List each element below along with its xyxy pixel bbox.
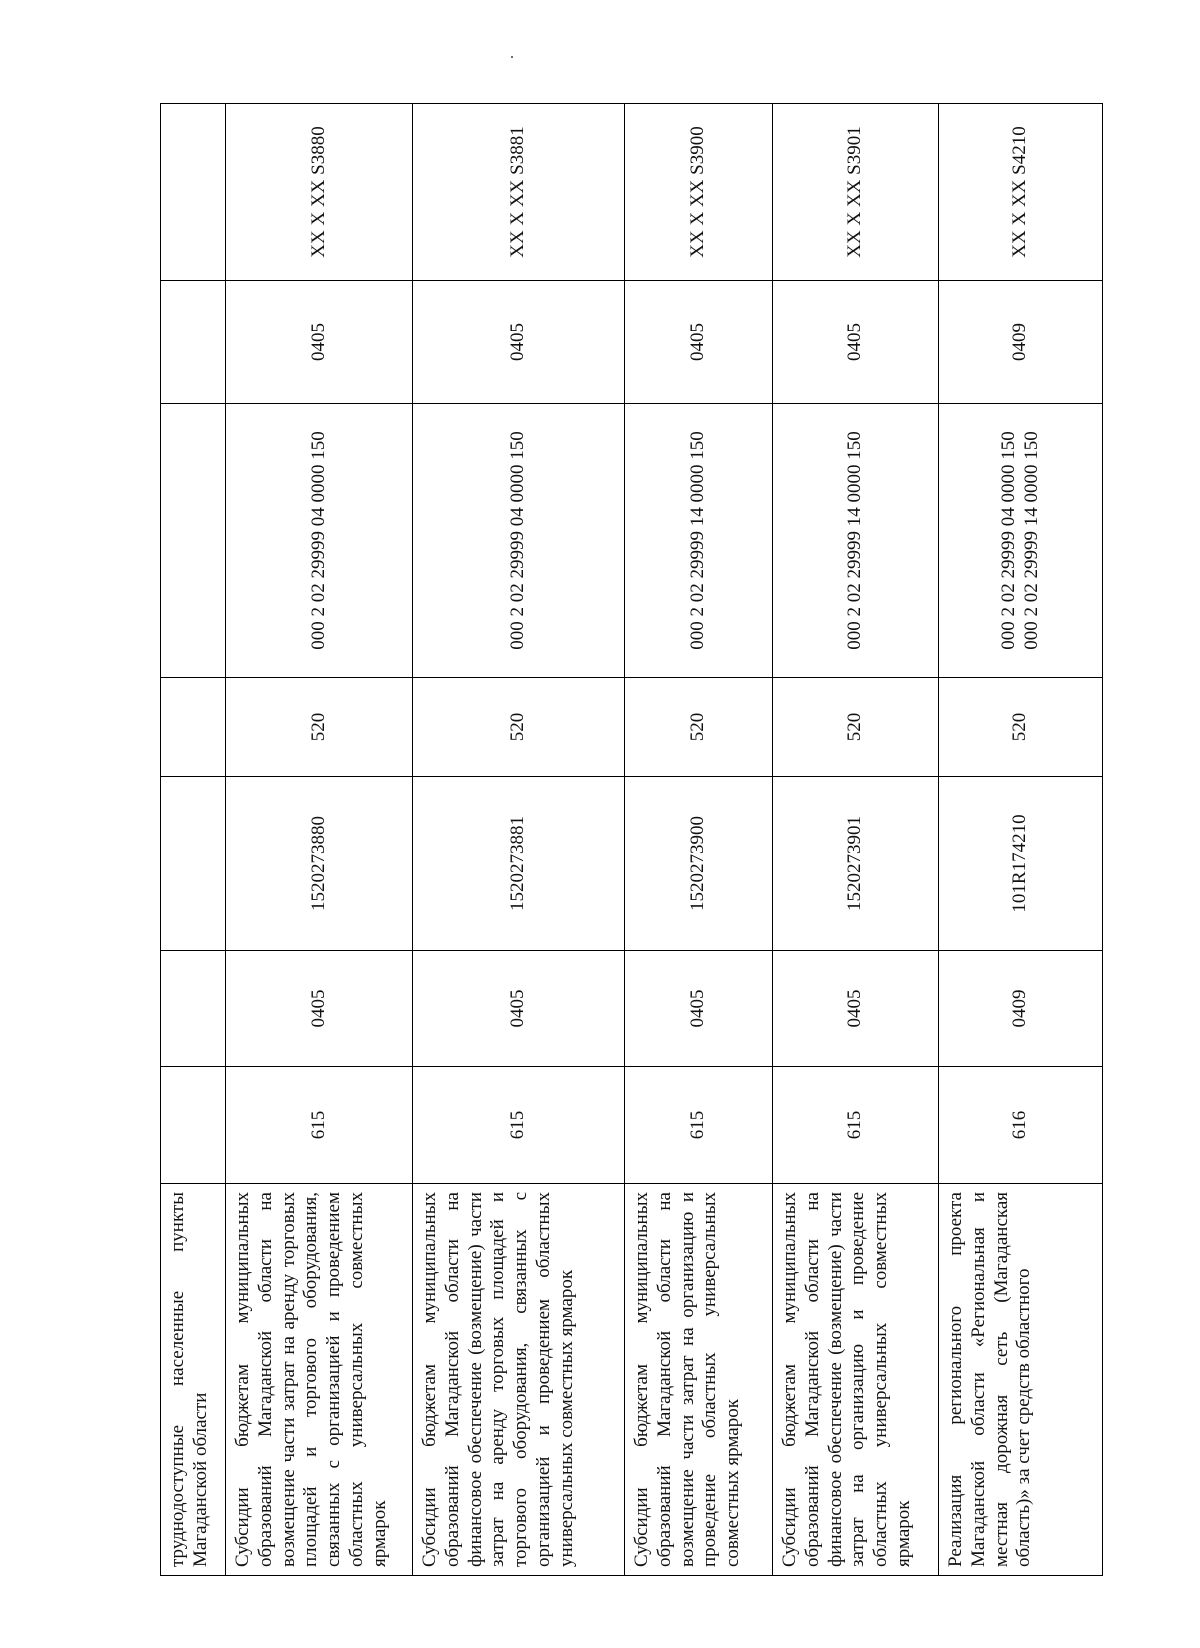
code-cell: 616: [939, 1067, 1103, 1184]
income-code-cell: [625, 404, 773, 678]
budget-classification-table: [160, 103, 1103, 1576]
code-cell: 615: [226, 1067, 413, 1184]
description-cell: труднодоступные населенные пункты Магаданской области: [161, 1184, 226, 1576]
expense-type-cell: 520: [939, 678, 1103, 777]
subsection-cell: 0405: [413, 281, 625, 404]
description-cell: Субсидии бюджетам муниципальных образований Магаданской области на финансовое обеспечение (возмещение) части затрат на организацию и проведение областных универсальных совместных ярмарок: [773, 1184, 939, 1576]
subsection-cell: 0405: [226, 281, 413, 404]
table-row: [226, 104, 413, 1576]
target-article-cell: 1520273880: [226, 777, 413, 951]
income-code-cell: [161, 404, 226, 678]
code-cell: 615: [773, 1067, 939, 1184]
income-code-line: 000 2 02 29999 14 0000 150: [1020, 431, 1042, 650]
table-row: [161, 104, 226, 1576]
table-body: [161, 104, 1103, 1576]
subsection-cell: [161, 281, 226, 404]
expense-type-cell: [161, 678, 226, 777]
code-cell: 615: [625, 1067, 773, 1184]
local-code-cell: XX X XX S3900: [625, 104, 773, 281]
income-code-line: 000 2 02 29999 14 0000 150: [844, 431, 866, 650]
code-cell: 615: [413, 1067, 625, 1184]
local-code-cell: XX X XX S4210: [939, 104, 1103, 281]
table-row: [773, 104, 939, 1576]
target-article-cell: 101R174210: [939, 777, 1103, 951]
target-article-cell: 1520273900: [625, 777, 773, 951]
income-code-cell: [939, 404, 1103, 678]
local-code-cell: XX X XX S3880: [226, 104, 413, 281]
expense-type-cell: 520: [625, 678, 773, 777]
income-code-line: 000 2 02 29999 14 0000 150: [687, 431, 709, 650]
section-cell: 0409: [939, 951, 1103, 1067]
description-cell: Реализация регионального проекта Магаданской области «Региональная и местная дорожная сеть (Магаданская область)» за счет средств областного: [939, 1184, 1103, 1576]
code-cell: [161, 1067, 226, 1184]
scan-speck: [511, 56, 513, 58]
description-cell: Субсидии бюджетам муниципальных образований Магаданской области на возмещение части затрат на организацию и проведение областных универсальных совместных ярмарок: [625, 1184, 773, 1576]
section-cell: [161, 951, 226, 1067]
target-article-cell: 1520273881: [413, 777, 625, 951]
description-cell: Субсидии бюджетам муниципальных образований Магаданской области на возмещение части затрат на аренду торговых площадей и торгового оборудования, связанных с организацией и проведением областных универсальных совместных ярмарок: [226, 1184, 413, 1576]
subsection-cell: 0409: [939, 281, 1103, 404]
section-cell: 0405: [773, 951, 939, 1067]
expense-type-cell: 520: [226, 678, 413, 777]
income-code-cell: [226, 404, 413, 678]
table-row: [413, 104, 625, 1576]
local-code-cell: [161, 104, 226, 281]
local-code-cell: XX X XX S3881: [413, 104, 625, 281]
income-code-cell: [413, 404, 625, 678]
section-cell: 0405: [226, 951, 413, 1067]
income-code-line: 000 2 02 29999 04 0000 150: [507, 431, 529, 650]
income-code-line: 000 2 02 29999 04 0000 150: [307, 431, 329, 650]
section-cell: 0405: [413, 951, 625, 1067]
subsection-cell: 0405: [773, 281, 939, 404]
table-row: [939, 104, 1103, 1576]
target-article-cell: [161, 777, 226, 951]
subsection-cell: 0405: [625, 281, 773, 404]
expense-type-cell: 520: [773, 678, 939, 777]
section-cell: 0405: [625, 951, 773, 1067]
rotated-page-content: [160, 104, 1102, 1576]
target-article-cell: 1520273901: [773, 777, 939, 951]
income-code-line: 000 2 02 29999 04 0000 150: [997, 431, 1019, 650]
local-code-cell: XX X XX S3901: [773, 104, 939, 281]
description-cell: Субсидии бюджетам муниципальных образований Магаданской области на финансовое обеспечение (возмещение) части затрат на аренду торговых площадей и торгового оборудования, связанных с организацией и проведением областных универсальных совместных ярмарок: [413, 1184, 625, 1576]
table-row: [625, 104, 773, 1576]
expense-type-cell: 520: [413, 678, 625, 777]
income-code-cell: [773, 404, 939, 678]
